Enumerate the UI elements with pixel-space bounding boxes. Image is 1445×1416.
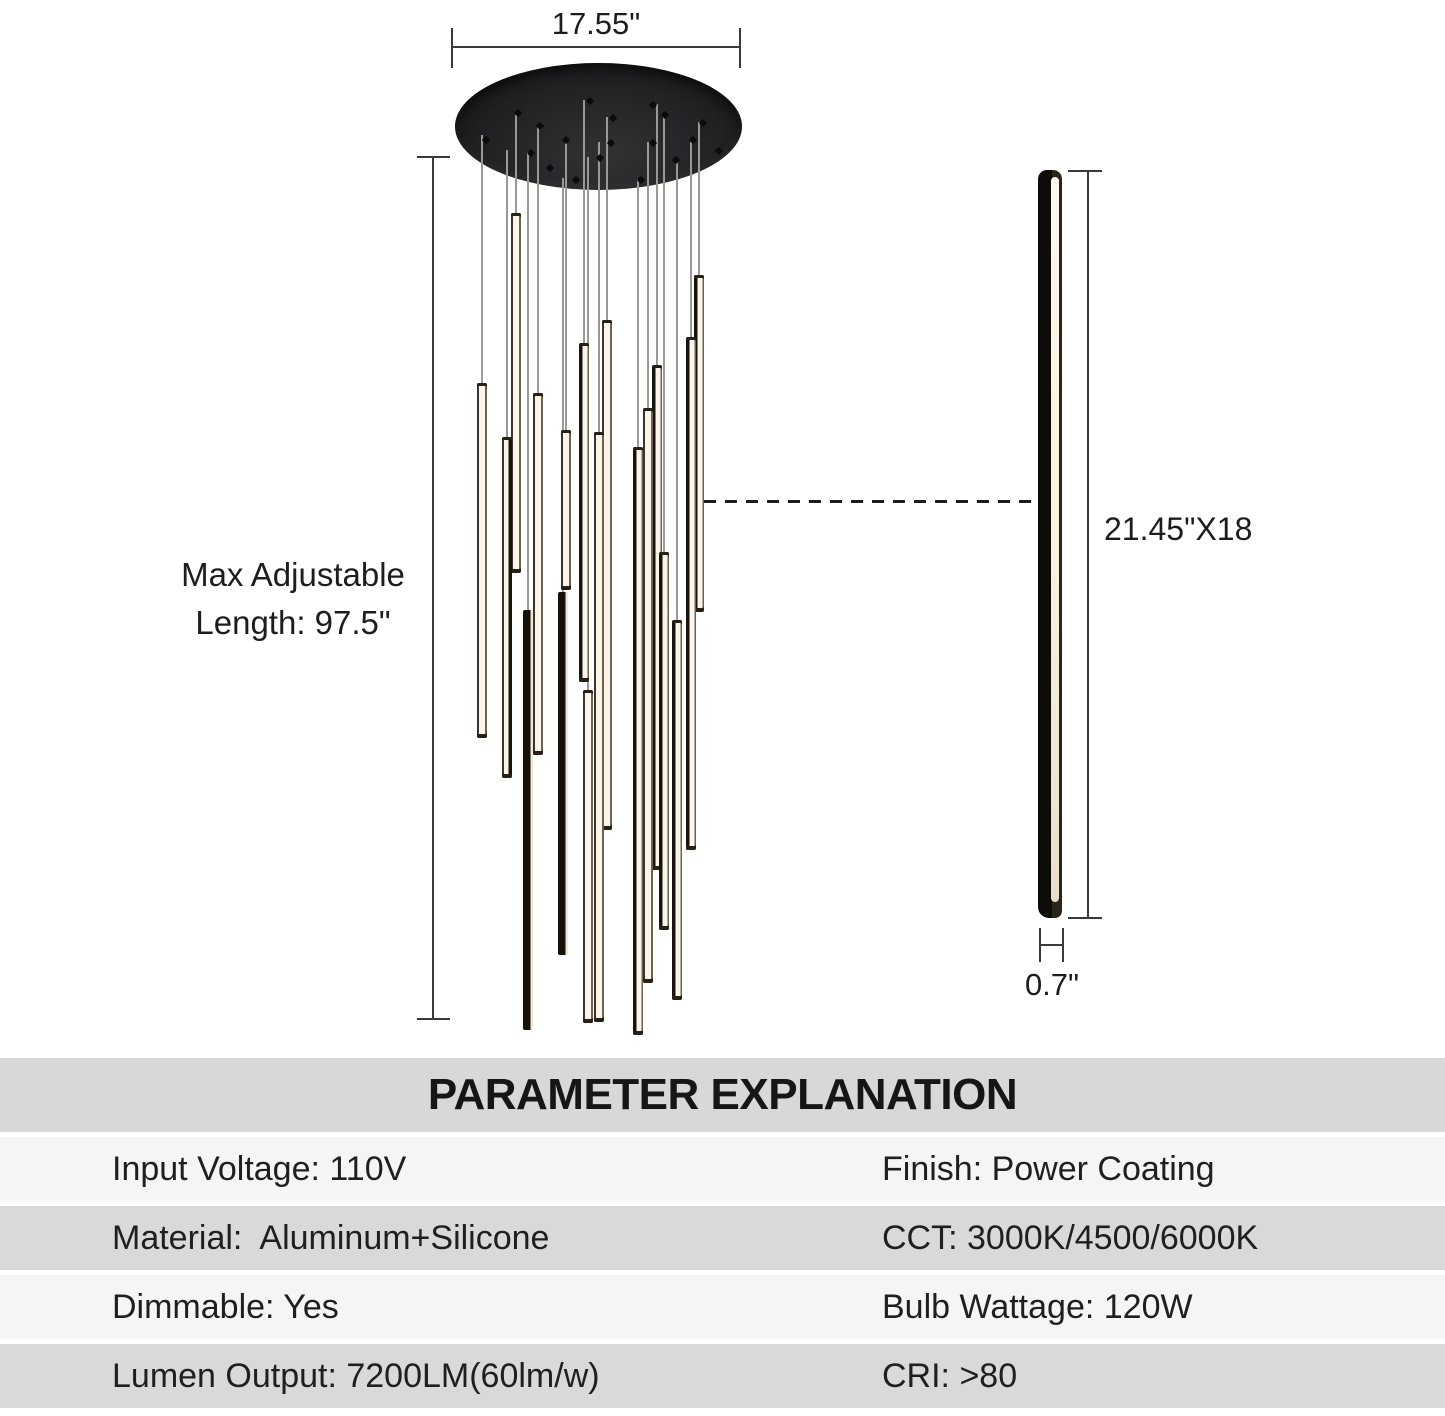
max-length-label-line1: Max Adjustable — [181, 556, 405, 593]
suspension-wire — [527, 152, 529, 613]
led-tube — [686, 337, 696, 850]
dimension-tick — [417, 156, 450, 158]
param-finish: Finish: Power Coating — [882, 1149, 1215, 1188]
parameter-row — [0, 1137, 1445, 1201]
suspension-wire — [676, 158, 678, 623]
dimension-tick — [1068, 917, 1102, 919]
canopy-width-label: 17.55" — [551, 6, 641, 41]
parameter-row — [0, 1344, 1445, 1408]
suspension-wire — [637, 179, 639, 450]
led-tube — [558, 592, 568, 955]
suspension-wire — [565, 140, 567, 433]
led-tube — [502, 437, 512, 778]
suspension-wire — [537, 125, 539, 396]
led-tube — [672, 620, 682, 1000]
led-tube — [594, 432, 604, 1022]
tube-length-label: 21.45"X18 — [1104, 511, 1253, 547]
suspension-wire — [598, 142, 600, 435]
param-cct: CCT: 3000K/4500/6000K — [882, 1218, 1259, 1257]
param-material: Material: Aluminum+Silicone — [112, 1218, 550, 1257]
led-tube — [477, 383, 487, 738]
suspension-wire — [515, 112, 517, 216]
parameter-section-title: PARAMETER EXPLANATION — [427, 1070, 1018, 1119]
led-tube — [643, 408, 653, 983]
suspension-wire — [481, 135, 483, 386]
param-bulb-wattage: Bulb Wattage: 120W — [882, 1287, 1193, 1326]
led-strip — [1051, 177, 1059, 902]
suspension-wire — [690, 139, 692, 340]
led-tube — [579, 343, 589, 682]
suspension-wire — [583, 100, 585, 346]
suspension-wire — [506, 150, 508, 440]
led-tube — [583, 690, 593, 1023]
led-tube — [633, 447, 643, 1035]
suspension-wire — [663, 114, 665, 555]
led-tube — [523, 610, 533, 1030]
led-tube — [659, 552, 669, 930]
dimension-tick — [1068, 170, 1102, 172]
parameter-row — [0, 1275, 1445, 1339]
reference-dashed-line — [704, 500, 1036, 503]
dimension-tick — [1062, 928, 1064, 962]
led-tube — [511, 213, 521, 573]
dimension-tick — [1039, 928, 1041, 962]
reference-led-tube — [1038, 170, 1062, 918]
dimension-tick — [417, 1018, 450, 1020]
tube-diameter-dimension-line — [1040, 944, 1064, 946]
max-length-label-line2: Length: 97.5" — [195, 604, 391, 641]
led-tube — [561, 430, 571, 590]
param-dimmable: Dimmable: Yes — [112, 1287, 339, 1326]
led-tube — [533, 393, 543, 755]
tube-diameter-label: 0.7" — [1024, 967, 1080, 1002]
param-lumen-output: Lumen Output: 7200LM(60lm/w) — [112, 1356, 600, 1395]
parameter-row — [0, 1206, 1445, 1270]
tube-length-dimension-line — [1087, 171, 1089, 919]
suspension-wire — [647, 142, 649, 411]
suspension-wire — [606, 117, 608, 323]
param-input-voltage: Input Voltage: 110V — [112, 1149, 407, 1188]
parameter-title-band — [0, 1058, 1445, 1132]
max-length-label — [128, 551, 458, 647]
param-cri: CRI: >80 — [882, 1356, 1018, 1395]
suspension-wire — [698, 122, 700, 278]
